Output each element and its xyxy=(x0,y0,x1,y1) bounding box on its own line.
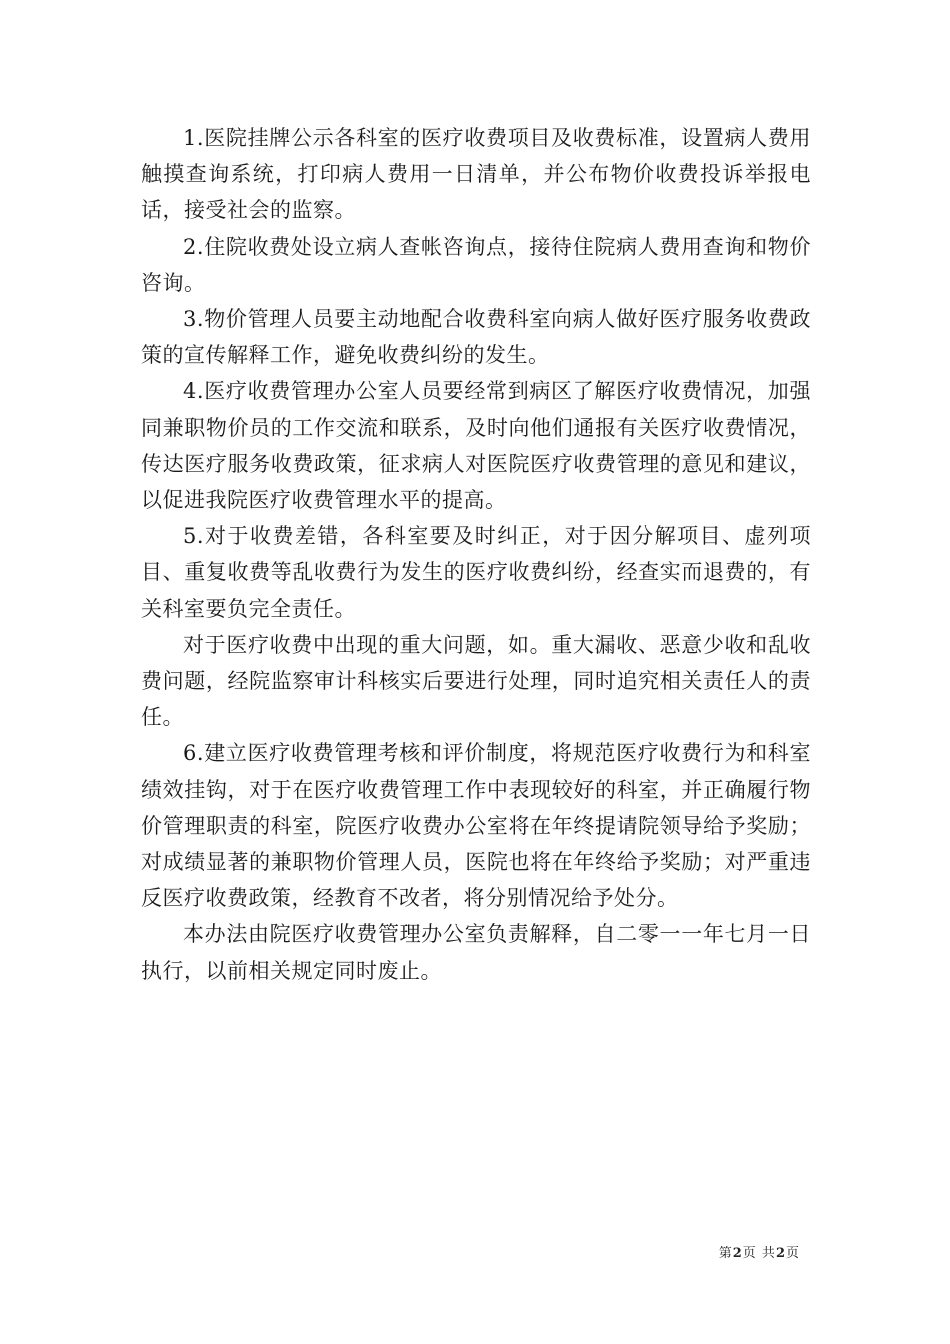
paragraph-item-5: 5.对于收费差错，各科室要及时纠正，对于因分解项目、虚列项目、重复收费等乱收费行为发生的医疗收费纠纷，经查实而退费的，有关科室要负完全责任。 xyxy=(141,524,811,621)
paragraph-item-6: 6.建立医疗收费管理考核和评价制度，将规范医疗收费行为和科室绩效挂钩，对于在医疗收费管理工作中表现较好的科室，并正确履行物价管理职责的科室，院医疗收费办公室将在年终提请院领导给予奖励；对成绩显著的兼职物价管理人员，医院也将在年终给予奖励；对严重违反医疗收费政策，经教育不改者，将分别情况给予处分。 xyxy=(141,741,811,911)
current-page-number: 2 xyxy=(732,1246,743,1261)
paragraph-interpretation: 本办法由院医疗收费管理办公室负责解释，自二零一一年七月一日执行，以前相关规定同时废止。 xyxy=(141,922,811,983)
paragraph-item-3: 3.物价管理人员要主动地配合收费科室向病人做好医疗服务收费政策的宣传解释工作，避免收费纠纷的发生。 xyxy=(141,307,811,368)
total-page-number: 2 xyxy=(775,1246,786,1261)
document-body xyxy=(141,120,811,989)
paragraph-major-issues: 对于医疗收费中出现的重大问题，如。重大漏收、恶意少收和乱收费问题，经院监察审计科核实后要进行处理，同时追究相关责任人的责任。 xyxy=(141,632,811,730)
footer-prefix: 第 xyxy=(718,1246,733,1261)
footer-suffix: 页 xyxy=(785,1246,800,1261)
footer-middle: 页 共 xyxy=(742,1246,776,1261)
paragraph-item-1: 1.医院挂牌公示各科室的医疗收费项目及收费标准，设置病人费用触摸查询系统，打印病人费用一日清单，并公布物价收费投诉举报电话，接受社会的监察。 xyxy=(141,126,811,223)
paragraph-item-4: 4.医疗收费管理办公室人员要经常到病区了解医疗收费情况，加强同兼职物价员的工作交流和联系，及时向他们通报有关医疗收费情况，传达医疗服务收费政策，征求病人对医院医疗收费管理的意见和建议，以促进我院医疗收费管理水平的提高。 xyxy=(141,379,811,513)
paragraph-item-2: 2.住院收费处设立病人查帐咨询点，接待住院病人费用查询和物价咨询。 xyxy=(141,234,811,295)
page-number-footer xyxy=(719,1245,800,1263)
